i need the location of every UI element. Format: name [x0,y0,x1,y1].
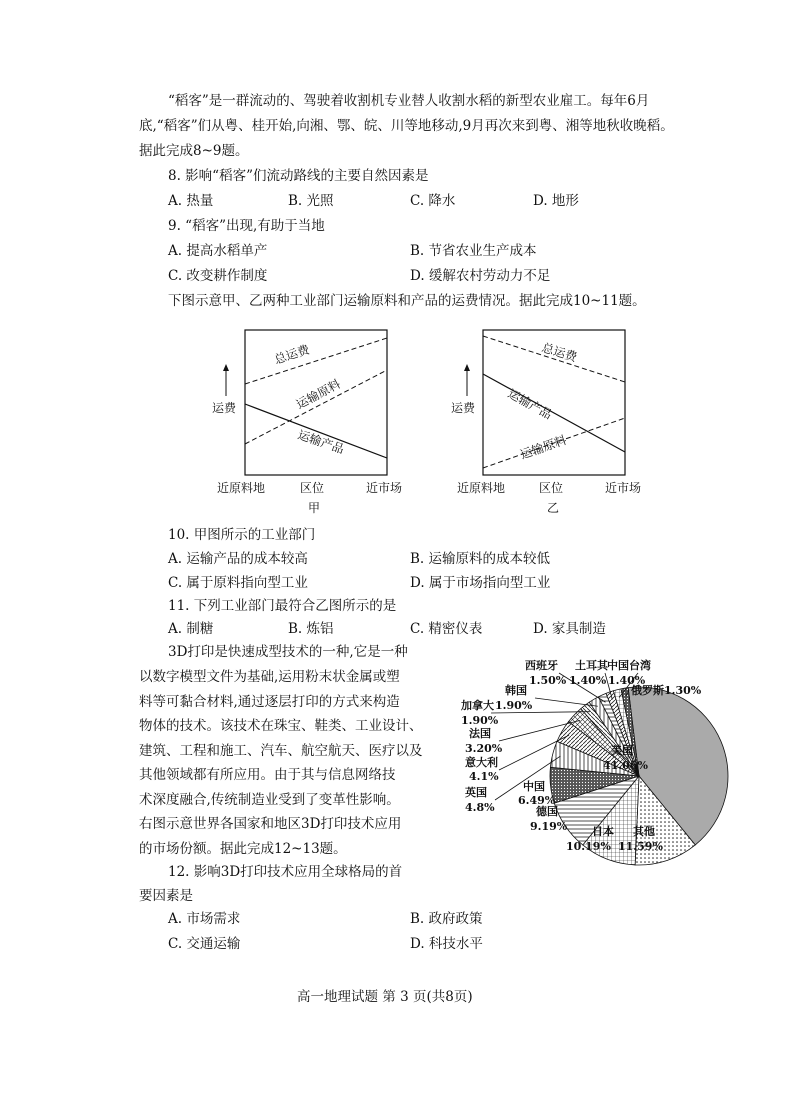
pie-label-value-7: 3.20% [465,742,503,755]
q8-option-c: C. 降水 [410,193,456,209]
x-tick-near-raw: 近原料地 [457,481,506,495]
pie-label-name-7: 法国 [469,727,491,740]
question-10-stem: 10. 甲图所示的工业部门 [168,527,316,543]
passage-3d-line: 物体的技术。该技术在珠宝、鞋类、工业设计、 [139,718,423,734]
x-tick-location: 区位 [539,481,564,495]
q8-option-a: A. 热量 [168,193,214,209]
passage-3d-line: 术深度融合,传统制造业受到了变革性影响。 [139,792,400,808]
series-line-total [245,338,387,384]
pie-label-name-10: 西班牙 [525,659,558,672]
page-footer: 高一地理试题 第 3 页(共8页) [297,989,473,1005]
passage-3d-line: 其他领域都有所应用。由于其与信息网络技 [139,767,396,783]
pie-label-name-0: 美国 [611,744,633,757]
pie-label-name-3: 德国 [536,805,558,818]
q9-option-d: D. 缓解农村劳动力不足 [410,268,551,284]
pie-label-name-1: 其他 [633,825,655,838]
x-tick-near-market: 近市场 [366,481,403,495]
pie-label-13: 俄罗斯1.30% [631,684,702,697]
pie-label-name-4: 中国 [523,780,545,793]
pie-label-name-5: 英国 [465,786,487,799]
pie-label-value-1: 11.59% [618,840,663,853]
pie-label-value-5: 4.8% [465,801,495,814]
series-label-raw: 运输原料 [518,432,569,462]
q10-option-a: A. 运输产品的成本较高 [168,551,308,567]
y-axis-label: 运费 [212,401,237,415]
chart-caption: 甲 [308,501,321,515]
pie-label-name-6: 意大利 [465,756,498,769]
q11-option-c: C. 精密仪表 [410,621,483,637]
series-line-product [245,404,387,458]
q10-option-c: C. 属于原料指向型工业 [168,575,308,591]
pie-label-name-2: 日本 [592,825,614,838]
question-8-stem: 8. 影响“稻客”们流动路线的主要自然因素是 [168,168,429,184]
q12-option-c: C. 交通运输 [168,936,241,952]
passage-line: 底,“稻客”们从粤、桂开始,向湘、鄂、皖、川等地移动,9月再次来到粤、湘等地秋收晚稻。 [139,118,674,134]
series-label-product: 运输产品 [505,386,555,422]
pie-label-value-4: 6.49% [518,794,556,807]
chart-jia [205,318,425,518]
pie-label-value-6: 4.1% [469,770,499,783]
passage-3d-line: 建筑、工程和施工、汽车、航空航天、医疗以及 [139,743,423,759]
y-axis-arrowhead [223,364,229,371]
pie-label-value-2: 10.19% [566,840,611,853]
series-label-product: 运输产品 [296,427,346,457]
q11-option-a: A. 制糖 [168,621,214,637]
pie-leader-9 [535,698,598,706]
series-label-total: 总运费 [272,342,312,367]
series-label-raw: 运输原料 [293,376,343,412]
q10-option-b: B. 运输原料的成本较低 [410,551,551,567]
passage-3d-line: 右图示意世界各国家和地区3D打印技术应用 [139,816,402,832]
q11-option-b: B. 炼铝 [288,621,334,637]
series-label-total: 总运费 [540,340,579,365]
y-axis-arrowhead [464,364,470,371]
q9-option-b: B. 节省农业生产成本 [410,243,537,259]
question-12-stem-cont: 要因素是 [139,888,193,904]
pie-label-name-11: 土耳其 [575,659,608,672]
pie-label-value-9: 1.90% [495,699,533,712]
passage-3d-line: 的市场份额。据此完成12~13题。 [139,841,347,857]
q9-option-a: A. 提高水稻单产 [168,243,268,259]
pie-label-name-8: 加拿大 [461,699,494,712]
question-11-stem: 11. 下列工业部门最符合乙图所示的是 [168,598,397,614]
passage-3d-line: 3D打印是快速成型技术的一种,它是一种 [168,644,408,660]
passage-line: “稻客”是一群流动的、驾驶着收割机专业替人收割水稻的新型农业雇工。每年6月 [168,93,650,109]
passage-3d-line: 以数字模型文件为基础,运用粉末状金属或塑 [139,669,400,685]
pie-label-value-8: 1.90% [461,714,499,727]
pie-label-value-3: 9.19% [530,820,568,833]
q8-option-b: B. 光照 [288,193,334,209]
pie-label-value-10: 1.50% [529,674,567,687]
q10-option-d: D. 属于市场指向型工业 [410,575,551,591]
x-tick-near-raw: 近原料地 [217,481,266,495]
x-tick-near-market: 近市场 [605,481,642,495]
q12-option-b: B. 政府政策 [410,911,483,927]
question-12-stem: 12. 影响3D打印技术应用全球格局的首 [168,864,403,880]
question-9-stem: 9. “稻客”出现,有助于当地 [168,218,325,234]
pie-chart-3d-printing [455,652,735,872]
y-axis-label: 运费 [451,401,476,415]
pie-label-value-11: 1.40% [569,674,607,687]
intro-10-11: 下图示意甲、乙两种工业部门运输原料和产品的运费情况。据此完成10~11题。 [168,293,646,309]
passage-3d-line: 料等可黏合材料,通过逐层打印的方式来构造 [139,694,400,710]
pie-label-value-12: 1.40% [608,674,646,687]
pie-label-name-12: 中国台湾 [607,659,651,672]
pie-label-name-9: 韩国 [505,684,527,697]
x-tick-location: 区位 [300,481,325,495]
q9-option-c: C. 改变耕作制度 [168,268,268,284]
q12-option-d: D. 科技水平 [410,936,483,952]
q12-option-a: A. 市场需求 [168,911,241,927]
chart-caption: 乙 [547,501,560,515]
q11-option-d: D. 家具制造 [533,621,606,637]
pie-label-value-0: 41.06% [603,759,648,772]
passage-line: 据此完成8~9题。 [139,143,249,159]
chart-yi [445,318,665,518]
q8-option-d: D. 地形 [533,193,579,209]
